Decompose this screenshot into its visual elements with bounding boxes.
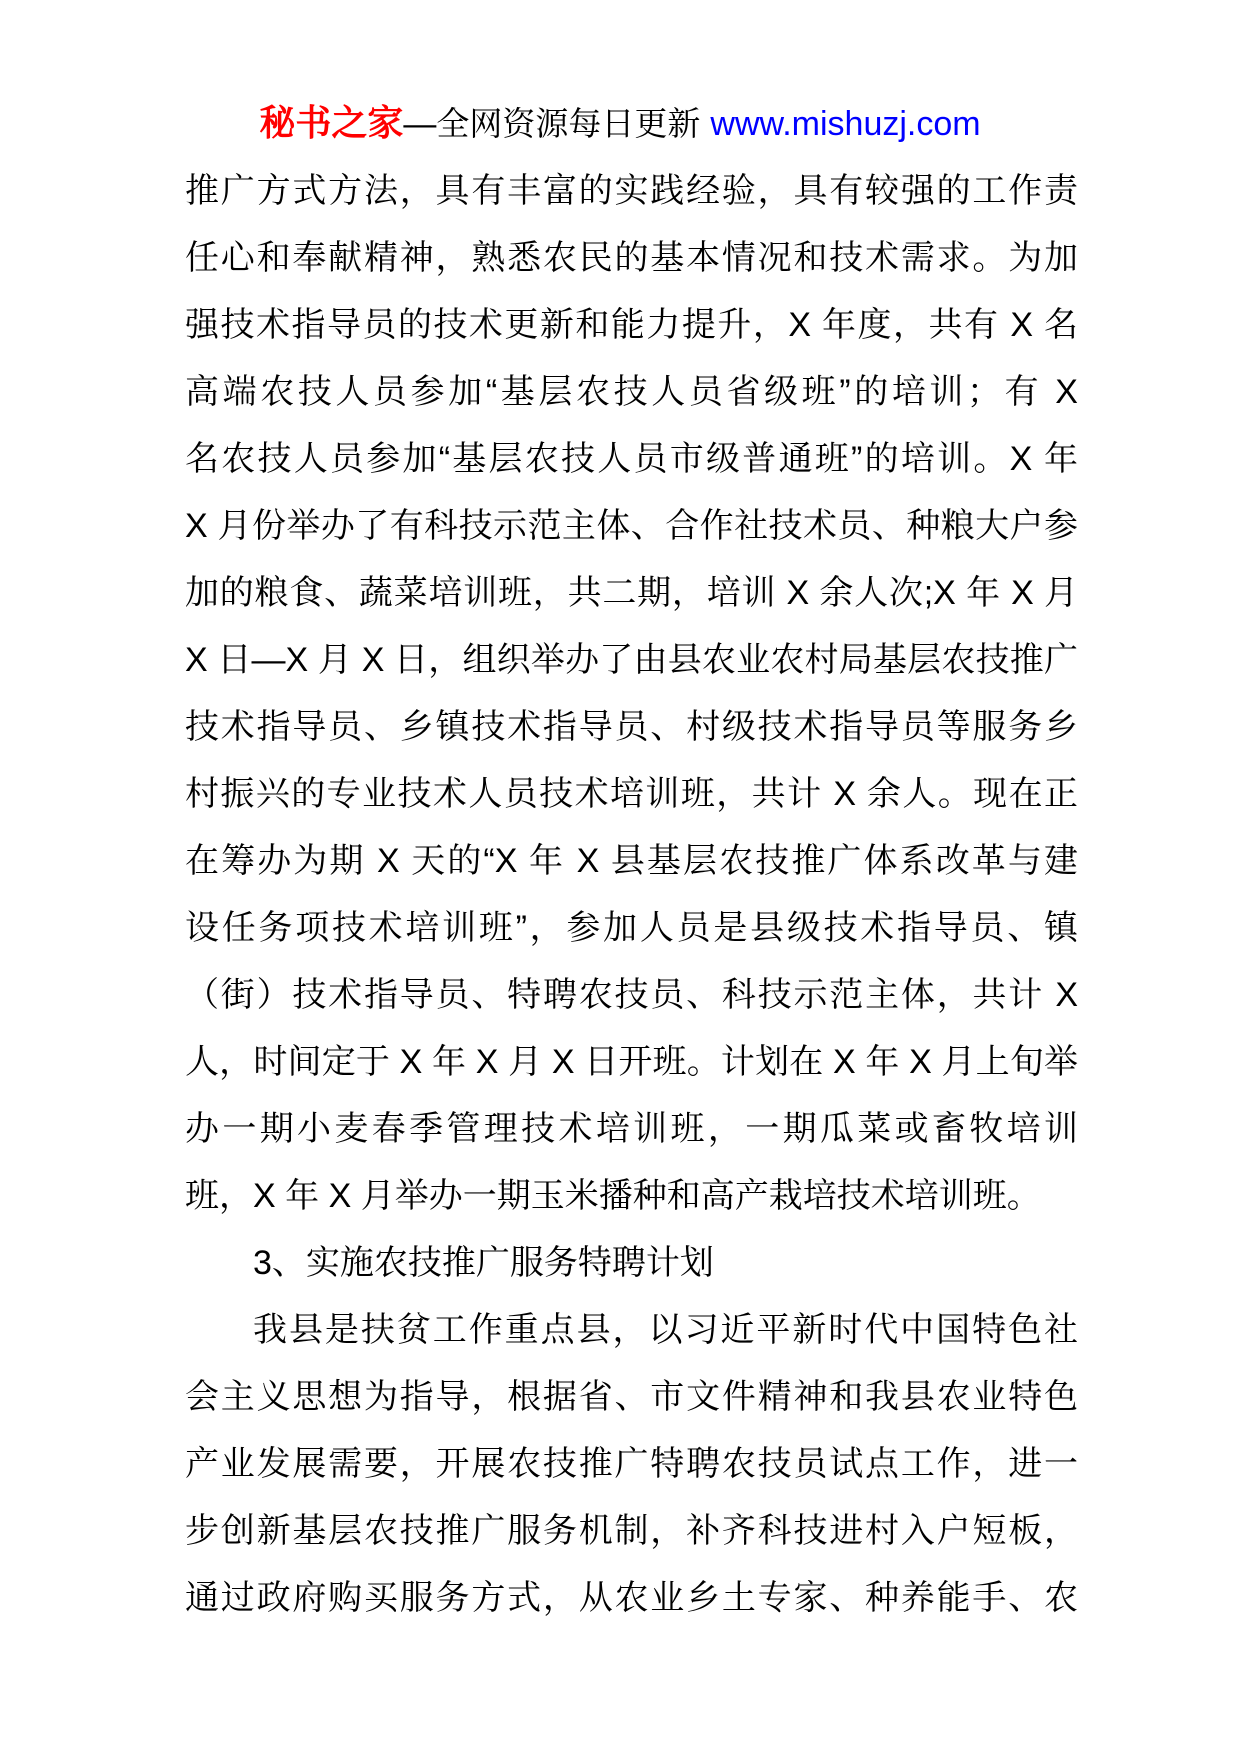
text-line: 产业发展需要，开展农技推广特聘农技员试点工作，进一 [185,1445,1078,1483]
text-line: 办一期小麦春季管理技术培训班，一期瓜菜或畜牧培训 [185,1110,1078,1148]
text-line: X 日—X 月 X 日，组织举办了由县农业农村局基层农技推广 [185,641,1078,679]
site-url: www.mishuzj.com [710,105,981,143]
text-line: 我县是扶贫工作重点县，以习近平新时代中国特色社 [253,1311,1078,1349]
text-line: 高端农技人员参加“基层农技人员省级班”的培训；有 X [185,373,1078,411]
text-line: 班，X 年 X 月举办一期玉米播种和高产栽培技术培训班。 [185,1177,1041,1215]
text-line: 步创新基层农技推广服务机制，补齐科技进村入户短板， [185,1512,1078,1550]
text-line: （街）技术指导员、特聘农技员、科技示范主体，共计 X [185,976,1078,1014]
text-line: 技术指导员、乡镇技术指导员、村级技术指导员等服务乡 [185,708,1078,746]
text-line: 任心和奉献精神，熟悉农民的基本情况和技术需求。为加 [185,239,1078,277]
document-body [185,158,1078,1632]
text-line: 会主义思想为指导，根据省、市文件精神和我县农业特色 [185,1378,1078,1416]
text-line: 推广方式方法，具有丰富的实践经验，具有较强的工作责 [185,172,1078,210]
site-tagline: —全网资源每日更新 [403,105,701,142]
text-line: X 月份举办了有科技示范主体、合作社技术员、种粮大户参 [185,507,1078,545]
section-heading: 3、实施农技推广服务特聘计划 [253,1244,714,1282]
page-header [0,100,1240,146]
text-line: 强技术指导员的技术更新和能力提升，X 年度，共有 X 名 [185,306,1078,344]
text-line: 通过政府购买服务方式，从农业乡土专家、种养能手、农 [185,1579,1078,1617]
text-line: 人，时间定于 X 年 X 月 X 日开班。计划在 X 年 X 月上旬举 [185,1043,1078,1081]
text-line: 加的粮食、蔬菜培训班，共二期，培训 X 余人次;X 年 X 月 [185,574,1078,612]
text-line: 设任务项技术培训班”，参加人员是县级技术指导员、镇 [185,909,1078,947]
text-line: 名农技人员参加“基层农技人员市级普通班”的培训。X 年 [185,440,1078,478]
text-line: 在筹办为期 X 天的“X 年 X 县基层农技推广体系改革与建 [185,842,1078,880]
text-line: 村振兴的专业技术人员技术培训班，共计 X 余人。现在正 [185,775,1078,813]
site-name: 秘书之家 [259,102,404,143]
